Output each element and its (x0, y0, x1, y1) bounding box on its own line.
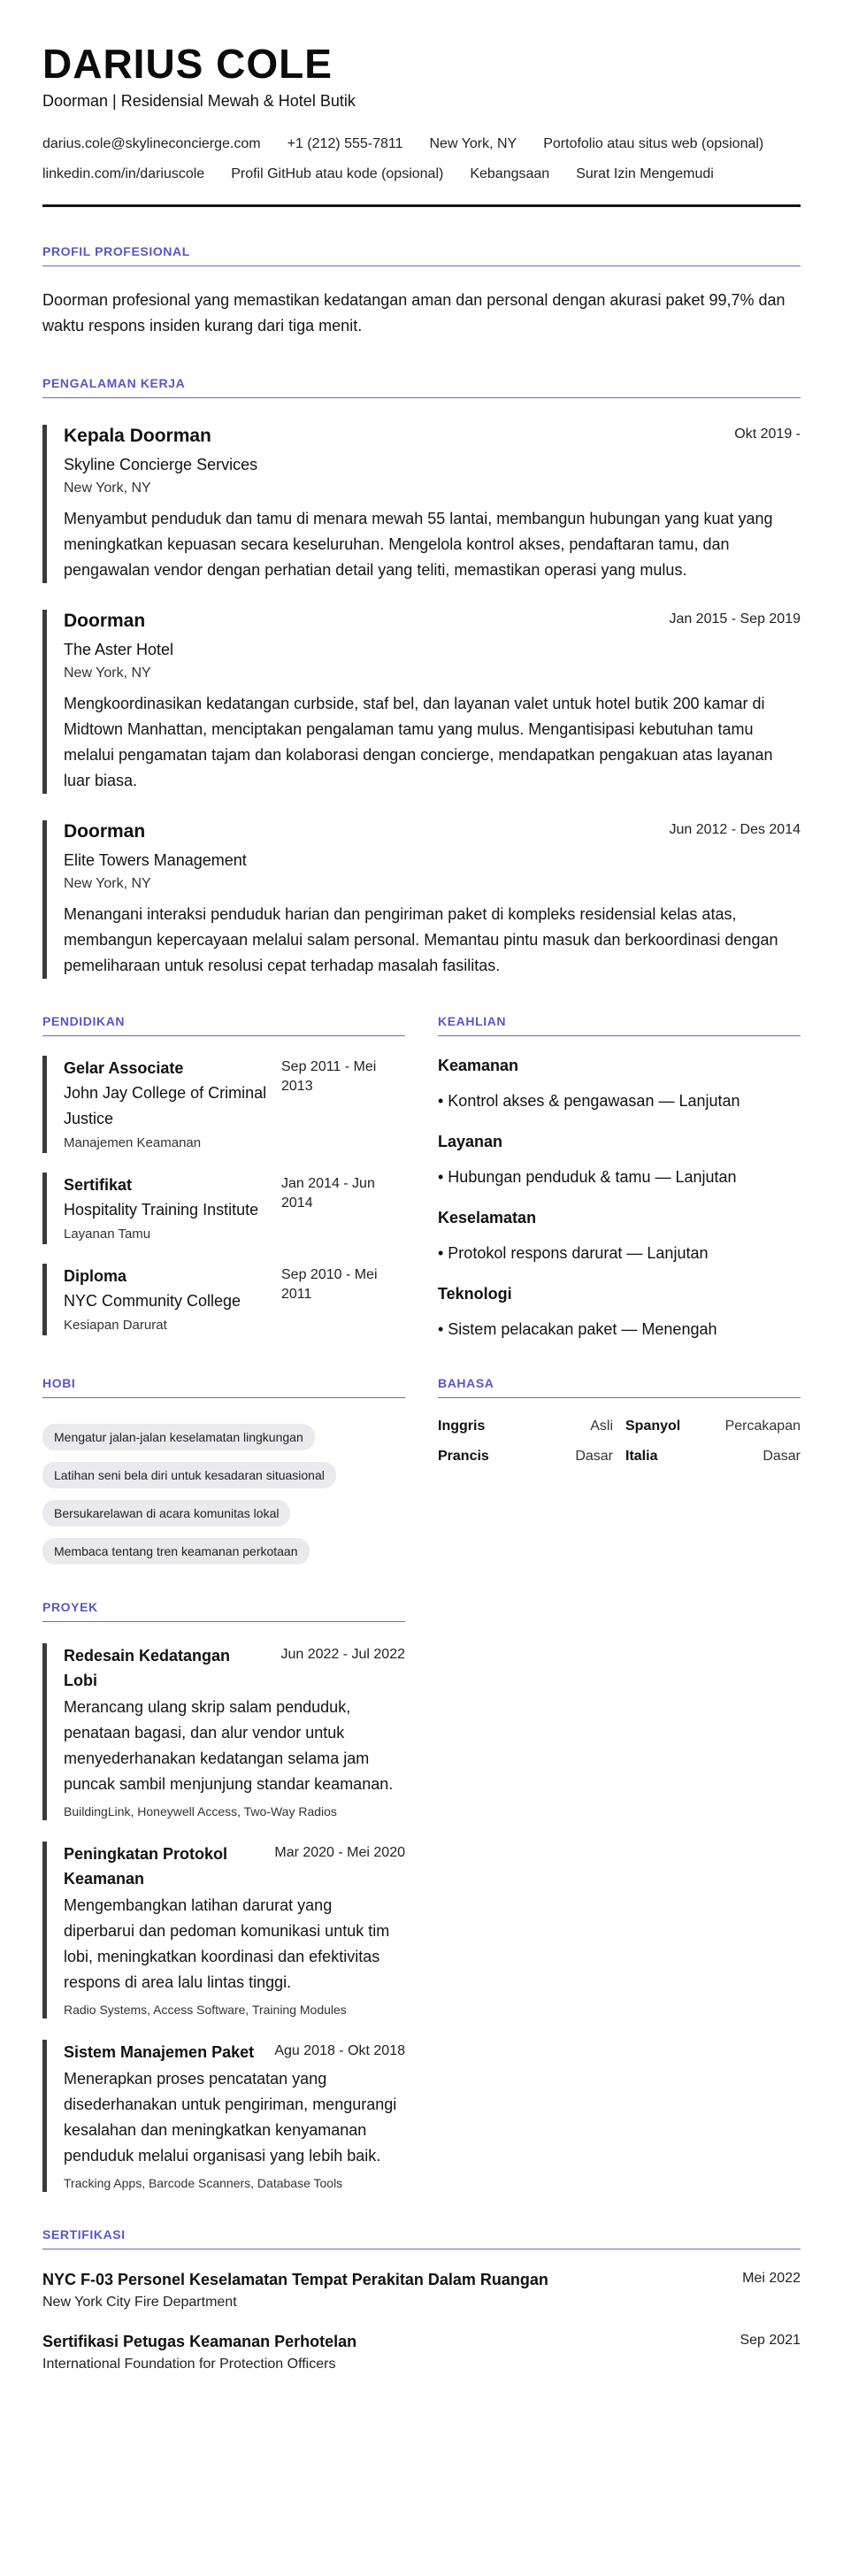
contact-location: New York, NY (429, 136, 517, 151)
job-company: Skyline Concierge Services (64, 456, 258, 473)
education-school: John Jay College of Criminal Justice (64, 1084, 267, 1127)
project-entry (42, 1643, 405, 1820)
skill-item: • Hubungan penduduk & tamu — Lanjutan (438, 1168, 737, 1186)
project-tools: Tracking Apps, Barcode Scanners, Database Tools (64, 2176, 343, 2190)
education-entry (42, 1173, 405, 1244)
skill-group (438, 1206, 801, 1265)
certification-entry (42, 2331, 801, 2373)
hobby-tag: Membaca tentang tren keamanan perkotaan (42, 1538, 310, 1565)
skill-category: Keselamatan (438, 1209, 537, 1226)
job-dates: Okt 2019 - (734, 427, 801, 442)
contact-driving-license: Surat Izin Mengemudi (576, 166, 714, 181)
education-degree: Diploma (64, 1267, 127, 1285)
job-title: Kepala Doorman (64, 426, 211, 446)
project-description: Mengembangkan latihan darurat yang diperbarui dan pedoman komunikasi untuk tim lobi, meningkatkan koordinasi dan efektivitas respons di area lalu lintas tinggi. (64, 1896, 390, 1991)
education-school: NYC Community College (64, 1292, 241, 1310)
skill-item: • Sistem pelacakan paket — Menengah (438, 1320, 717, 1338)
section-title-projects: PROYEK (42, 1600, 405, 1622)
job-company: Elite Towers Management (64, 851, 247, 869)
job-company: The Aster Hotel (64, 641, 174, 658)
language-name: Prancis (438, 1449, 489, 1464)
projects-section (42, 1600, 405, 2192)
education-degree: Gelar Associate (64, 1059, 184, 1077)
education-field: Kesiapan Darurat (64, 1318, 167, 1333)
project-dates: Jun 2022 - Jul 2022 (280, 1647, 405, 1662)
languages-section (438, 1376, 801, 1565)
certifications-section (42, 2227, 801, 2373)
certification-name: Sertifikasi Petugas Keamanan Perhotelan (42, 2333, 357, 2350)
language-item (438, 1448, 613, 1465)
language-item (625, 1448, 801, 1465)
project-description: Menerapkan proses pencatatan yang disederhanakan untuk pengiriman, mengurangi kesalahan dan meningkatkan kenyamanan penduduk melalui organisasi yang lebih baik. (64, 2070, 397, 2165)
education-degree: Sertifikat (64, 1176, 133, 1194)
certification-date: Mei 2022 (742, 2271, 801, 2286)
language-level: Percakapan (724, 1419, 801, 1434)
job-description: Menyambut penduduk dan tamu di menara mewah 55 lantai, membangun hubungan yang kuat yang meningkatkan kepuasan secara keseluruhan. Mengelola kontrol akses, pendaftaran tamu, dan pengawalan vendor dengan perhatian detail yang teliti, memastikan operasi yang mulus. (64, 510, 773, 579)
project-dates: Agu 2018 - Okt 2018 (274, 2043, 405, 2058)
language-name: Inggris (438, 1419, 486, 1434)
skill-group (438, 1282, 801, 1341)
contact-email[interactable]: darius.cole@skylineconcierge.com (42, 136, 261, 151)
education-entry (42, 1264, 405, 1335)
hobbies-section (42, 1376, 405, 1565)
skill-group (438, 1130, 801, 1188)
education-dates: Jan 2014 - Jun 2014 (281, 1176, 375, 1211)
experience-section (42, 376, 801, 979)
hobby-tag: Mengatur jalan-jalan keselamatan lingkungan (42, 1424, 315, 1450)
education-field: Manajemen Keamanan (64, 1135, 202, 1150)
section-title-education: PENDIDIKAN (42, 1014, 405, 1036)
job-title: Doorman (64, 611, 146, 631)
certification-name: NYC F-03 Personel Keselamatan Tempat Perakitan Dalam Ruangan (42, 2271, 548, 2288)
job-location: New York, NY (64, 665, 151, 681)
summary-section (42, 244, 801, 339)
experience-entry (42, 610, 801, 794)
certification-date: Sep 2021 (740, 2333, 801, 2348)
skill-group (438, 1054, 801, 1112)
contact-github[interactable]: Profil GitHub atau kode (opsional) (231, 166, 444, 181)
language-level: Dasar (575, 1449, 613, 1464)
job-location: New York, NY (64, 481, 151, 496)
certification-issuer: International Foundation for Protection Officers (42, 2357, 336, 2372)
language-list (438, 1418, 801, 1465)
certification-issuer: New York City Fire Department (42, 2295, 237, 2310)
project-tools: BuildingLink, Honeywell Access, Two-Way Radios (64, 1804, 337, 1819)
education-skills-row (42, 1014, 801, 1341)
summary-text: Doorman profesional yang memastikan kedatangan aman dan personal dengan akurasi paket 99,7% dan waktu respons insiden kurang dari tiga menit. (42, 291, 786, 334)
resume-header (42, 41, 801, 207)
certification-entry (42, 2269, 801, 2311)
project-dates: Mar 2020 - Mei 2020 (274, 1845, 405, 1860)
contact-nationality: Kebangsaan (470, 166, 550, 181)
job-dates: Jan 2015 - Sep 2019 (669, 611, 801, 627)
hobby-list (42, 1412, 405, 1565)
hobbies-languages-row (42, 1376, 801, 1565)
skill-item: • Protokol respons darurat — Lanjutan (438, 1244, 709, 1262)
skills-section (438, 1014, 801, 1341)
education-dates: Sep 2011 - Mei 2013 (281, 1059, 377, 1094)
skill-category: Layanan (438, 1133, 503, 1150)
skill-category: Keamanan (438, 1057, 519, 1074)
skill-category: Teknologi (438, 1285, 512, 1303)
contact-portfolio[interactable]: Portofolio atau situs web (opsional) (543, 136, 764, 151)
project-description: Merancang ulang skrip salam penduduk, penataan bagasi, dan alur vendor untuk menyederhanakan kedatangan selama jam puncak sambil menjunjung standar keamanan. (64, 1698, 394, 1793)
job-description: Mengkoordinasikan kedatangan curbside, staf bel, dan layanan valet untuk hotel butik 200 kamar di Midtown Manhattan, menciptakan pengalaman tamu yang mulus. Mengantisipasi kebutuhan tamu melalui pengamatan tajam dan kolaborasi dengan concierge, mendapatkan pengakuan atas layanan luar biasa. (64, 695, 773, 789)
section-title-certifications: SERTIFIKASI (42, 2227, 801, 2249)
section-title-summary: PROFIL PROFESIONAL (42, 244, 801, 266)
hobby-tag: Latihan seni bela diri untuk kesadaran situasional (42, 1462, 336, 1488)
education-entry (42, 1056, 405, 1153)
contact-phone[interactable]: +1 (212) 555-7811 (287, 136, 403, 151)
experience-entry (42, 425, 801, 583)
project-entry (42, 2040, 405, 2192)
section-title-skills: KEAHLIAN (438, 1014, 801, 1036)
language-name: Spanyol (625, 1419, 681, 1434)
project-name: Peningkatan Protokol Keamanan (64, 1845, 228, 1888)
skill-item: • Kontrol akses & pengawasan — Lanjutan (438, 1092, 740, 1110)
education-school: Hospitality Training Institute (64, 1201, 259, 1219)
contact-info (42, 135, 801, 183)
job-title: Doorman (64, 821, 146, 842)
education-dates: Sep 2010 - Mei 2011 (281, 1267, 378, 1302)
experience-entry (42, 820, 801, 979)
project-tools: Radio Systems, Access Software, Training Modules (64, 2003, 347, 2017)
language-name: Italia (625, 1449, 658, 1464)
language-level: Dasar (763, 1449, 801, 1464)
language-item (625, 1418, 801, 1435)
section-title-experience: PENGALAMAN KERJA (42, 376, 801, 398)
project-entry (42, 1842, 405, 2019)
job-location: New York, NY (64, 876, 151, 891)
section-title-hobbies: HOBI (42, 1376, 405, 1398)
education-section (42, 1014, 405, 1341)
project-name: Sistem Manajemen Paket (64, 2043, 255, 2061)
hobby-tag: Bersukarelawan di acara komunitas lokal (42, 1500, 290, 1526)
language-level: Asli (590, 1419, 613, 1434)
language-item (438, 1418, 613, 1435)
contact-linkedin[interactable]: linkedin.com/in/dariuscole (42, 166, 205, 181)
project-name: Redesain Kedatangan Lobi (64, 1647, 231, 1689)
section-title-languages: BAHASA (438, 1376, 801, 1398)
education-field: Layanan Tamu (64, 1226, 151, 1242)
job-dates: Jun 2012 - Des 2014 (669, 822, 801, 837)
candidate-name: DARIUS COLE (42, 41, 333, 87)
job-description: Menangani interaksi penduduk harian dan pengiriman paket di kompleks residensial kelas atas, membangun kepercayaan melalui salam personal. Memantau pintu masuk dan berkoordinasi dengan pemeliharaan untuk resolusi cepat terhadap masalah fasilitas. (64, 905, 778, 974)
candidate-headline: Doorman | Residensial Mewah & Hotel Butik (42, 92, 356, 110)
header-divider (42, 204, 801, 207)
